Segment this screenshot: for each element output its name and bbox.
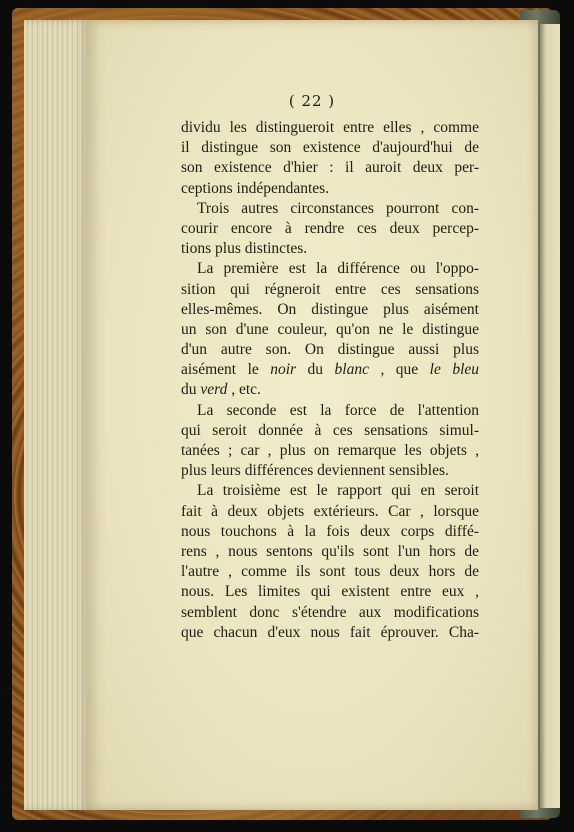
text-line: tions plus distinctes. — [181, 240, 308, 258]
page-text — [181, 118, 479, 643]
text-segment: du — [296, 361, 335, 379]
text-line: son existence d'hier : il auroit deux per- — [181, 159, 479, 177]
text-line: l'autre , comme ils sont tous deux hors de — [181, 563, 479, 581]
text-line: nous. Les limites qui existent entre eux , — [181, 583, 479, 601]
facing-page-edge — [540, 24, 560, 808]
text-line: elles-mêmes. On distingue plus aisément — [181, 300, 479, 318]
text-line: sition qui régneroit entre ces sensations — [181, 280, 479, 298]
text-line: il distingue son existence d'aujourd'hui de — [181, 139, 479, 157]
text-segment: du — [181, 381, 201, 399]
text-line: un son d'une couleur, qu'on ne le distingue — [181, 320, 479, 338]
text-line: plus leurs différences deviennent sensibles. — [181, 462, 449, 480]
text-line: d'un autre son. On distingue aussi plus — [181, 341, 479, 359]
text-line: Trois autres circonstances pourront con- — [197, 199, 479, 217]
text-line: dividu les distingueroit entre elles , comme — [181, 119, 479, 136]
text-segment: , que — [368, 361, 430, 379]
text-line: fait à deux objets extérieurs. Car , lorsque — [181, 502, 479, 520]
text-line-italics — [181, 380, 479, 400]
text-line-italics — [181, 360, 479, 380]
italic-word: noir — [270, 361, 297, 379]
text-segment: , etc. — [227, 381, 261, 399]
text-line: La troisième est le rapport qui en seroit — [197, 482, 479, 500]
italic-word: blanc — [334, 361, 369, 379]
page-edges-stack — [24, 20, 90, 810]
text-line: ceptions indépendantes. — [181, 179, 330, 197]
italic-word: le bleu — [429, 361, 480, 379]
text-line: qui seroit donnée à ces sensations simul- — [181, 421, 479, 439]
text-line: que chacun d'eux nous fait éprouver. Cha- — [181, 623, 479, 641]
text-line: courir encore à rendre ces deux percep- — [181, 219, 479, 237]
text-line: La première est la différence ou l'oppo- — [197, 260, 479, 278]
text-line: tanées ; car , plus on remarque les objets , — [181, 442, 479, 459]
italic-word: verd — [200, 381, 228, 399]
text-line: nous touchons à la fois deux corps diffé- — [181, 522, 479, 540]
text-line: semblent donc s'étendre aux modifications — [181, 603, 479, 621]
text-segment: aisément le — [181, 361, 271, 379]
text-line: La seconde est la force de l'attention — [197, 401, 479, 419]
text-line: rens , nous sentons qu'ils sont l'un hors de — [181, 542, 479, 560]
page-number: ( 22 ) — [288, 92, 336, 110]
